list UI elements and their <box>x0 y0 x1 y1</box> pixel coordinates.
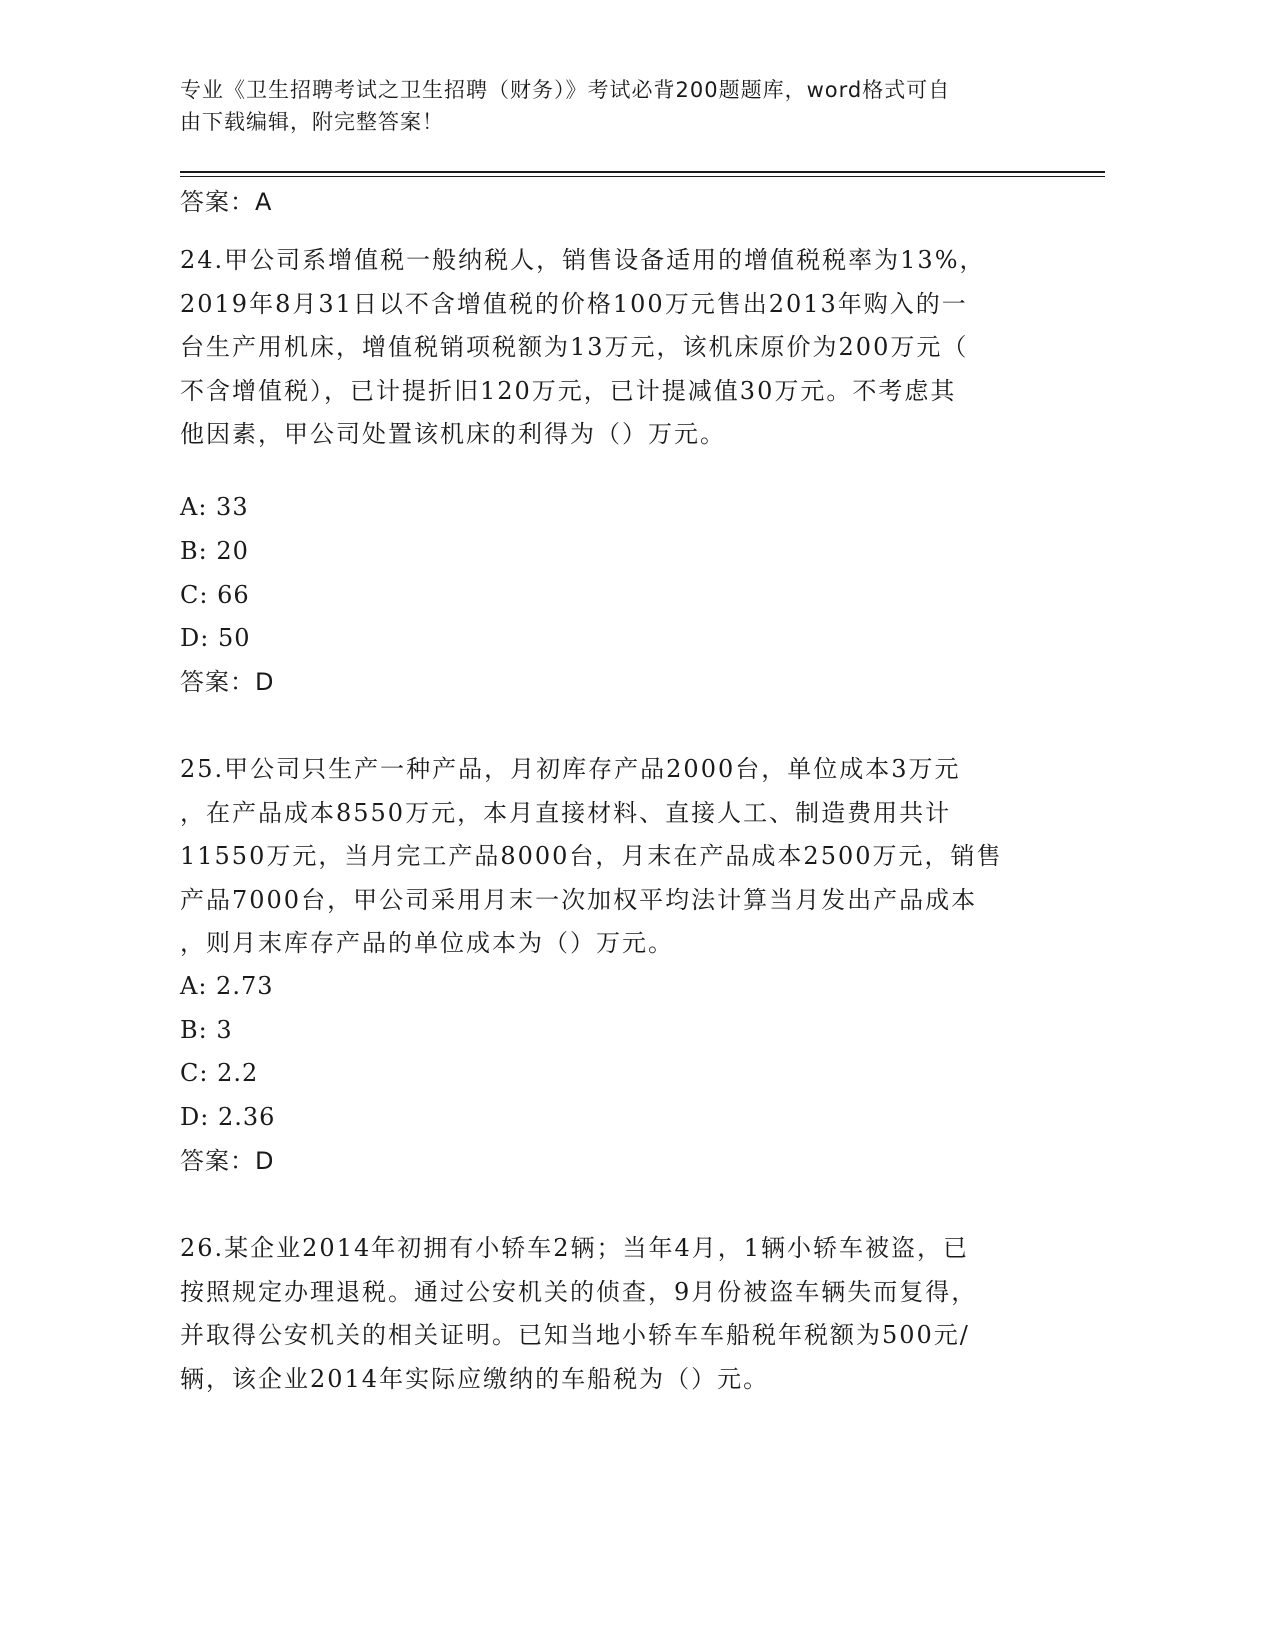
question-line: 24.甲公司系增值税一般纳税人，销售设备适用的增值税税率为13%， <box>180 246 986 274</box>
option-c: C: 2.2 <box>180 1059 259 1087</box>
document-header <box>180 74 1050 138</box>
question-25 <box>180 748 1040 966</box>
question-line: 并取得公安机关的相关证明。已知当地小轿车车船税年税额为500元/ <box>180 1321 970 1350</box>
question-line: 辆，该企业2014年实际应缴纳的车船税为（）元。 <box>180 1364 770 1393</box>
question-line: 25.甲公司只生产一种产品，月初库存产品2000台，单位成本3万元 <box>180 755 961 783</box>
question-line: 不含增值税），已计提折旧120万元，已计提减值30万元。不考虑其 <box>180 376 957 405</box>
question-line: 26.某企业2014年初拥有小轿车2辆；当年4月，1辆小轿车被盗，已 <box>180 1234 970 1262</box>
option-d: D: 50 <box>180 624 251 652</box>
previous-question-answer: 答案：A <box>180 188 273 216</box>
question-line: 台生产用机床，增值税销项税额为13万元，该机床原价为200万元（ <box>180 333 969 362</box>
header-divider-thin <box>180 176 1105 177</box>
question-line: 2019年8月31日以不含增值税的价格100万元售出2013年购入的一 <box>180 289 968 318</box>
option-b: B: 3 <box>180 1016 233 1044</box>
option-d: D: 2.36 <box>180 1103 276 1131</box>
option-a: A: 2.73 <box>180 972 274 1000</box>
question-line: 他因素，甲公司处置该机床的利得为（）万元。 <box>180 420 726 449</box>
header-divider-thick <box>180 171 1105 173</box>
header-line-2: 由下载编辑，附完整答案！ <box>180 110 444 134</box>
option-c: C: 66 <box>180 581 250 609</box>
question-26 <box>180 1227 1040 1401</box>
option-a: A: 33 <box>180 493 249 521</box>
question-line: 按照规定办理退税。通过公安机关的侦查，9月份被盗车辆失而复得， <box>180 1277 978 1306</box>
question-24 <box>180 239 1040 457</box>
question-line: ，在产品成本8550万元，本月直接材料、直接人工、制造费用共计 <box>180 798 952 827</box>
option-b: B: 20 <box>180 537 249 565</box>
question-line: 产品7000台，甲公司采用月末一次加权平均法计算当月发出产品成本 <box>180 885 978 914</box>
question-24-answer: 答案：D <box>180 668 275 696</box>
question-line: 11550万元，当月完工产品8000台，月末在产品成本2500万元，销售 <box>180 842 1003 871</box>
question-25-answer: 答案：D <box>180 1147 275 1175</box>
header-line-1: 专业《卫生招聘考试之卫生招聘（财务）》考试必背200题题库，word格式可自 <box>180 78 951 102</box>
question-line: ，则月末库存产品的单位成本为（）万元。 <box>180 929 674 958</box>
